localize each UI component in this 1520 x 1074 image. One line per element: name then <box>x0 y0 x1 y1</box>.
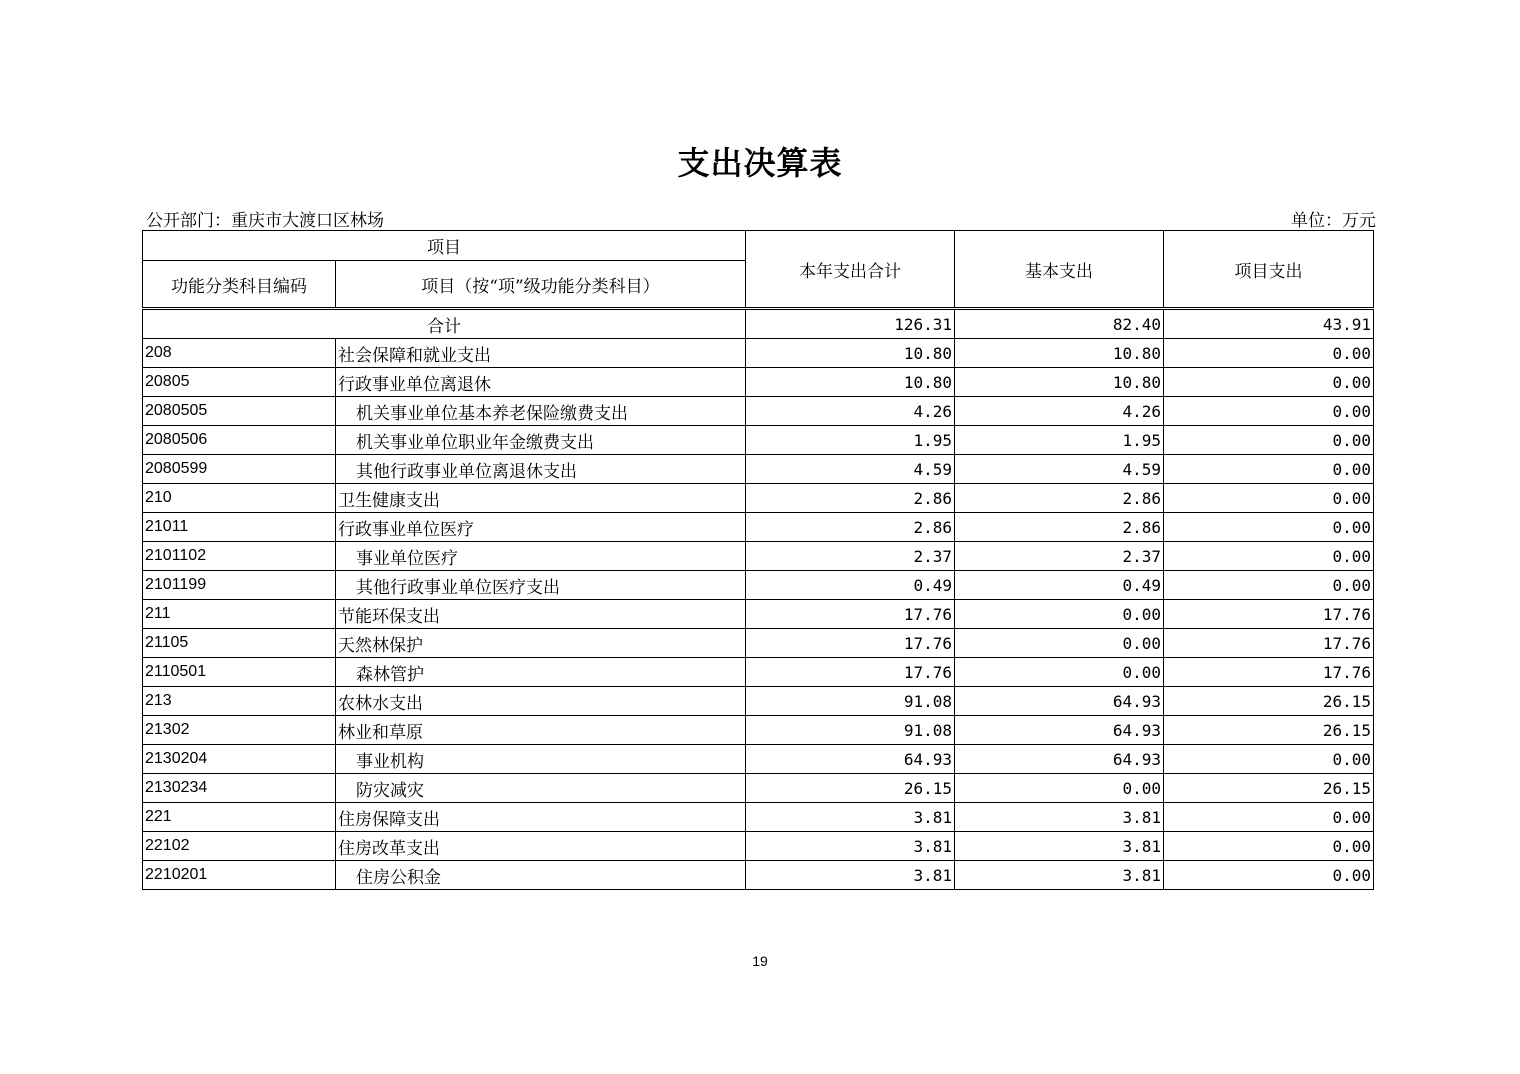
row-name: 事业机构 <box>336 745 746 774</box>
row-code: 2101102 <box>143 542 336 571</box>
row-basic: 0.00 <box>955 774 1164 803</box>
row-project: 0.00 <box>1164 368 1374 397</box>
total-label: 合计 <box>143 310 746 339</box>
row-basic: 1.95 <box>955 426 1164 455</box>
row-name: 其他行政事业单位医疗支出 <box>336 571 746 600</box>
row-name: 住房改革支出 <box>336 832 746 861</box>
row-project: 0.00 <box>1164 832 1374 861</box>
page-number: 19 <box>752 953 768 969</box>
table-row <box>143 426 1374 455</box>
row-project: 0.00 <box>1164 803 1374 832</box>
row-total: 10.80 <box>746 339 955 368</box>
row-project: 0.00 <box>1164 745 1374 774</box>
row-code: 211 <box>143 600 336 629</box>
header-item-group: 项目 <box>143 231 746 261</box>
row-project: 0.00 <box>1164 484 1374 513</box>
row-code: 22102 <box>143 832 336 861</box>
row-code: 2110501 <box>143 658 336 687</box>
table-row <box>143 716 1374 745</box>
row-total: 2.86 <box>746 484 955 513</box>
row-basic: 4.59 <box>955 455 1164 484</box>
total-row <box>143 310 1374 339</box>
row-project: 17.76 <box>1164 600 1374 629</box>
row-total: 2.86 <box>746 513 955 542</box>
row-project: 0.00 <box>1164 571 1374 600</box>
row-total: 3.81 <box>746 832 955 861</box>
row-basic: 0.49 <box>955 571 1164 600</box>
row-basic: 64.93 <box>955 687 1164 716</box>
row-code: 2210201 <box>143 861 336 890</box>
total-project: 43.91 <box>1164 310 1374 339</box>
page-title: 支出决算表 <box>677 144 843 182</box>
row-project: 0.00 <box>1164 861 1374 890</box>
row-basic: 3.81 <box>955 803 1164 832</box>
row-total: 17.76 <box>746 658 955 687</box>
row-project: 26.15 <box>1164 716 1374 745</box>
row-project: 17.76 <box>1164 629 1374 658</box>
row-total: 0.49 <box>746 571 955 600</box>
row-basic: 10.80 <box>955 339 1164 368</box>
table-header <box>143 231 1374 308</box>
row-name: 卫生健康支出 <box>336 484 746 513</box>
row-code: 2101199 <box>143 571 336 600</box>
table-row <box>143 397 1374 426</box>
row-total: 3.81 <box>746 803 955 832</box>
row-basic: 2.86 <box>955 513 1164 542</box>
table-row <box>143 803 1374 832</box>
row-total: 1.95 <box>746 426 955 455</box>
row-basic: 0.00 <box>955 658 1164 687</box>
row-code: 2130234 <box>143 774 336 803</box>
row-project: 0.00 <box>1164 542 1374 571</box>
row-code: 2080506 <box>143 426 336 455</box>
row-basic: 0.00 <box>955 600 1164 629</box>
table-row <box>143 832 1374 861</box>
row-total: 26.15 <box>746 774 955 803</box>
row-total: 2.37 <box>746 542 955 571</box>
expenditure-table <box>142 230 1374 890</box>
table-row <box>143 513 1374 542</box>
row-project: 17.76 <box>1164 658 1374 687</box>
row-project: 0.00 <box>1164 339 1374 368</box>
row-basic: 10.80 <box>955 368 1164 397</box>
table-row <box>143 861 1374 890</box>
row-basic: 64.93 <box>955 745 1164 774</box>
row-name: 机关事业单位基本养老保险缴费支出 <box>336 397 746 426</box>
table-row <box>143 658 1374 687</box>
row-name: 农林水支出 <box>336 687 746 716</box>
row-basic: 4.26 <box>955 397 1164 426</box>
row-project: 0.00 <box>1164 426 1374 455</box>
total-basic: 82.40 <box>955 310 1164 339</box>
row-name: 防灾减灾 <box>336 774 746 803</box>
row-name: 林业和草原 <box>336 716 746 745</box>
row-project: 0.00 <box>1164 455 1374 484</box>
row-total: 17.76 <box>746 629 955 658</box>
row-total: 4.59 <box>746 455 955 484</box>
row-code: 21011 <box>143 513 336 542</box>
row-basic: 2.37 <box>955 542 1164 571</box>
row-total: 91.08 <box>746 687 955 716</box>
row-code: 208 <box>143 339 336 368</box>
table-row <box>143 629 1374 658</box>
row-project: 0.00 <box>1164 397 1374 426</box>
row-basic: 3.81 <box>955 861 1164 890</box>
header-code: 功能分类科目编码 <box>143 261 336 308</box>
row-name: 住房保障支出 <box>336 803 746 832</box>
row-code: 210 <box>143 484 336 513</box>
row-name: 森林管护 <box>336 658 746 687</box>
header-name: 项目（按“项”级功能分类科目） <box>336 261 746 308</box>
row-code: 221 <box>143 803 336 832</box>
row-name: 行政事业单位医疗 <box>336 513 746 542</box>
table-body <box>143 308 1374 890</box>
row-project: 26.15 <box>1164 687 1374 716</box>
table-row <box>143 571 1374 600</box>
table-row <box>143 774 1374 803</box>
row-code: 2080599 <box>143 455 336 484</box>
row-project: 26.15 <box>1164 774 1374 803</box>
row-total: 4.26 <box>746 397 955 426</box>
row-code: 2130204 <box>143 745 336 774</box>
table-row <box>143 687 1374 716</box>
row-name: 其他行政事业单位离退休支出 <box>336 455 746 484</box>
row-name: 机关事业单位职业年金缴费支出 <box>336 426 746 455</box>
row-basic: 64.93 <box>955 716 1164 745</box>
row-total: 17.76 <box>746 600 955 629</box>
row-basic: 0.00 <box>955 629 1164 658</box>
row-name: 社会保障和就业支出 <box>336 339 746 368</box>
row-total: 64.93 <box>746 745 955 774</box>
table-row <box>143 600 1374 629</box>
table-row <box>143 339 1374 368</box>
total-amount: 126.31 <box>746 310 955 339</box>
row-name: 节能环保支出 <box>336 600 746 629</box>
row-basic: 2.86 <box>955 484 1164 513</box>
row-code: 21105 <box>143 629 336 658</box>
table-row <box>143 484 1374 513</box>
row-code: 21302 <box>143 716 336 745</box>
row-total: 3.81 <box>746 861 955 890</box>
row-total: 91.08 <box>746 716 955 745</box>
unit-label: 单位：万元 <box>1291 211 1376 231</box>
row-name: 住房公积金 <box>336 861 746 890</box>
row-name: 事业单位医疗 <box>336 542 746 571</box>
table-row <box>143 542 1374 571</box>
header-basic: 基本支出 <box>955 231 1164 308</box>
table-row <box>143 745 1374 774</box>
row-code: 20805 <box>143 368 336 397</box>
table-row <box>143 455 1374 484</box>
header-project: 项目支出 <box>1164 231 1374 308</box>
department-label: 公开部门：重庆市大渡口区林场 <box>146 211 384 231</box>
row-basic: 3.81 <box>955 832 1164 861</box>
row-name: 行政事业单位离退休 <box>336 368 746 397</box>
row-code: 213 <box>143 687 336 716</box>
header-total: 本年支出合计 <box>746 231 955 308</box>
row-name: 天然林保护 <box>336 629 746 658</box>
table-row <box>143 368 1374 397</box>
row-total: 10.80 <box>746 368 955 397</box>
row-project: 0.00 <box>1164 513 1374 542</box>
row-code: 2080505 <box>143 397 336 426</box>
